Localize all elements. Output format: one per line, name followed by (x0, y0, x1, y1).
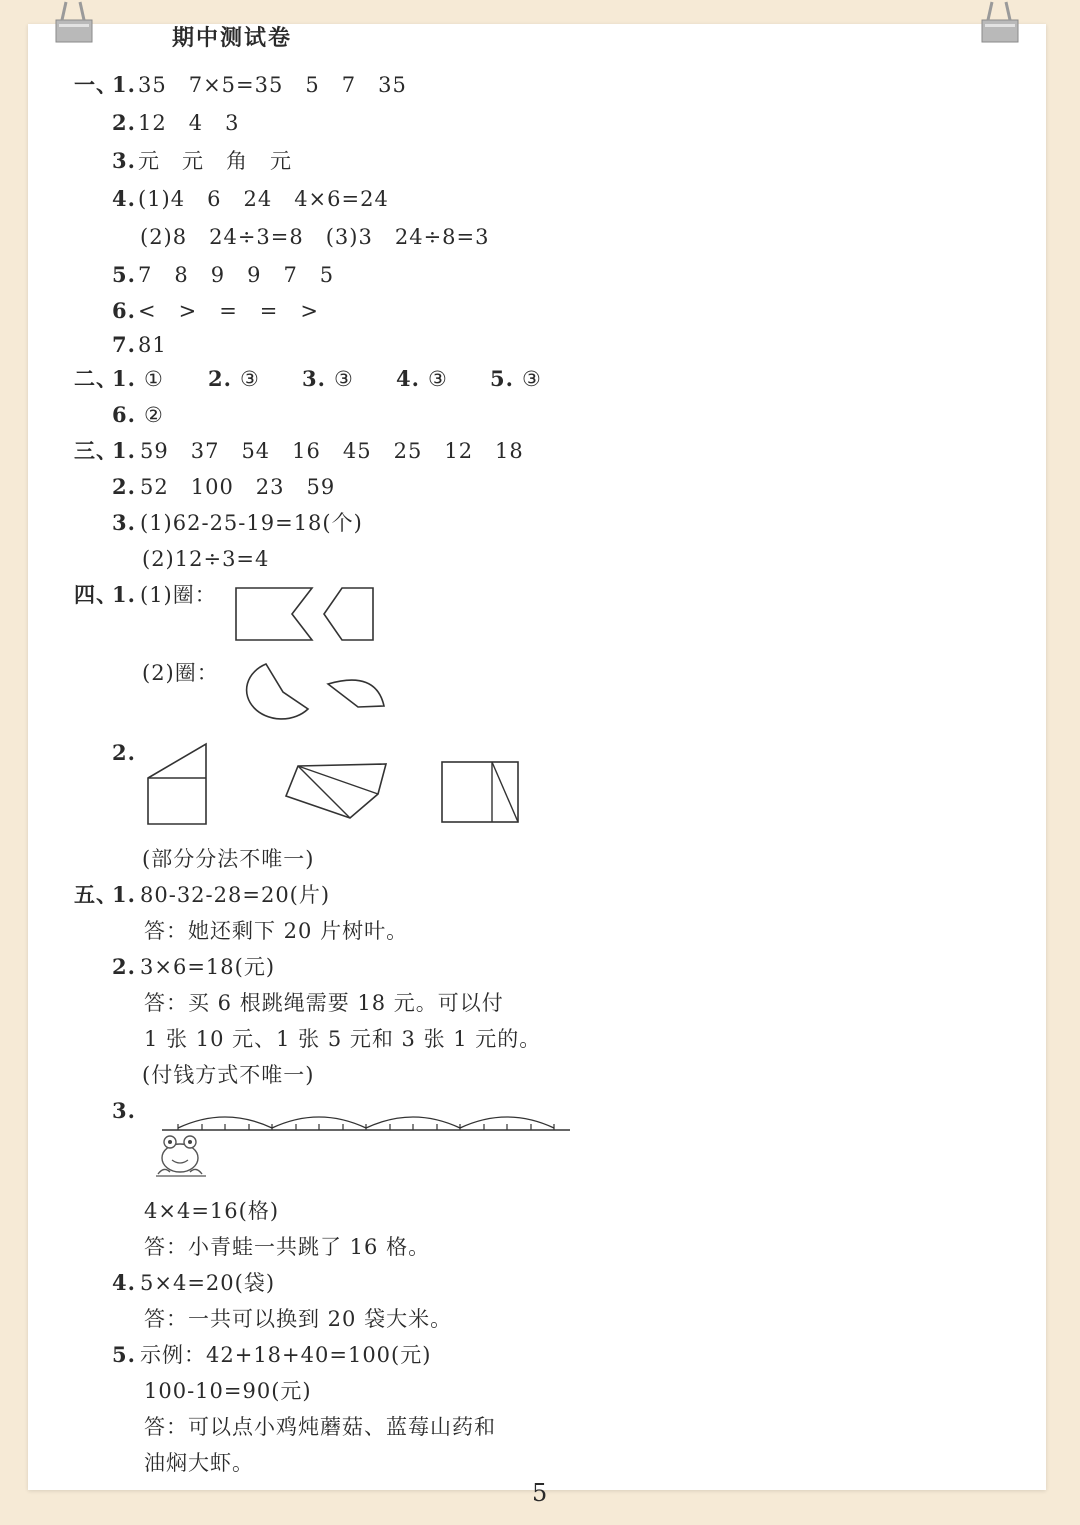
answer-line: (2)8 24÷3=8 (3)3 24÷8=3 (140, 225, 490, 249)
shape-figure-quadrilaterals (230, 584, 380, 644)
item-number: 2. (112, 474, 136, 499)
answer-note: (部分分法不唯一) (142, 847, 315, 871)
page-title: 期中测试卷 (172, 26, 293, 51)
answer-line: ③ (428, 367, 448, 391)
item-number: 1. (112, 438, 136, 463)
answer-note: (付钱方式不唯一) (142, 1063, 315, 1087)
binder-clip-icon (978, 0, 1024, 44)
answer-line: 答：小青蛙一共跳了 16 格。 (144, 1235, 431, 1259)
answer-line: ① (144, 367, 164, 391)
item-number: 7. (112, 332, 136, 357)
answer-line: 答：买 6 根跳绳需要 18 元。可以付 (144, 991, 504, 1015)
item-number: 1. (112, 366, 136, 391)
answer-line: < > = = > (138, 299, 319, 323)
item-number: 3. (302, 366, 326, 391)
item-number: 5. (112, 1342, 136, 1367)
answer-line: (2)圈： (142, 661, 219, 685)
answer-line: 100-10=90(元) (144, 1379, 312, 1403)
answer-line: 5×4=20(袋) (140, 1271, 276, 1295)
item-number: 3. (112, 510, 136, 535)
answer-line: ② (144, 403, 164, 427)
item-number: 1. (112, 72, 136, 97)
item-number: 2. (112, 740, 136, 765)
item-number: 4. (112, 1270, 136, 1295)
item-number: 5. (112, 262, 136, 287)
item-number: 4. (396, 366, 420, 391)
section-mark-1: 一、 (74, 73, 118, 97)
answer-line: (1)圈： (140, 583, 217, 607)
answer-line: 12 4 3 (138, 111, 240, 135)
item-number: 4. (112, 186, 136, 211)
answer-line: 答：一共可以换到 20 袋大米。 (144, 1307, 453, 1331)
item-number: 1. (112, 582, 136, 607)
item-number: 2. (208, 366, 232, 391)
answer-line: 35 7×5=35 5 7 35 (138, 73, 407, 97)
answer-line: 元 元 角 元 (138, 149, 292, 173)
frog-icon (156, 1136, 206, 1176)
answer-line: 示例：42+18+40=100(元) (140, 1343, 432, 1367)
answer-line: ③ (240, 367, 260, 391)
answer-line: (1)4 6 24 4×6=24 (138, 187, 389, 211)
answer-line: 答：可以点小鸡炖蘑菇、蓝莓山药和 (144, 1415, 496, 1439)
answer-line: 59 37 54 16 45 25 12 18 (140, 439, 524, 463)
item-number: 5. (490, 366, 514, 391)
item-number: 2. (112, 954, 136, 979)
answer-line: ③ (334, 367, 354, 391)
answer-line: 52 100 23 59 (140, 475, 336, 499)
section-mark-3: 三、 (74, 439, 118, 463)
number-line-jumps (150, 1100, 580, 1190)
item-number: 2. (112, 110, 136, 135)
answer-line: 3×6=18(元) (140, 955, 276, 979)
item-number: 3. (112, 1098, 136, 1123)
answer-line: 7 8 9 9 7 5 (138, 263, 335, 287)
answer-line: 81 (138, 333, 167, 357)
answer-line: 1 张 10 元、1 张 5 元和 3 张 1 元的。 (144, 1027, 542, 1051)
section-mark-4: 四、 (74, 583, 118, 607)
item-number: 1. (112, 882, 136, 907)
page-number: 5 (532, 1479, 549, 1507)
shape-figure-divisions (140, 740, 530, 832)
answer-line: 答：她还剩下 20 片树叶。 (144, 919, 409, 943)
answer-line: 80-32-28=20(片) (140, 883, 331, 907)
item-number: 6. (112, 298, 136, 323)
answer-line: 4×4=16(格) (144, 1199, 280, 1223)
binder-clip-icon (50, 0, 96, 44)
answer-line: 油焖大虾。 (144, 1451, 254, 1475)
section-mark-2: 二、 (74, 367, 118, 391)
item-number: 3. (112, 148, 136, 173)
answer-line: (2)12÷3=4 (142, 547, 270, 571)
answer-line: (1)62-25-19=18(个) (140, 511, 363, 535)
item-number: 6. (112, 402, 136, 427)
answer-line: ③ (522, 367, 542, 391)
shape-figure-circle-pieces (228, 660, 388, 726)
section-mark-5: 五、 (74, 883, 118, 907)
